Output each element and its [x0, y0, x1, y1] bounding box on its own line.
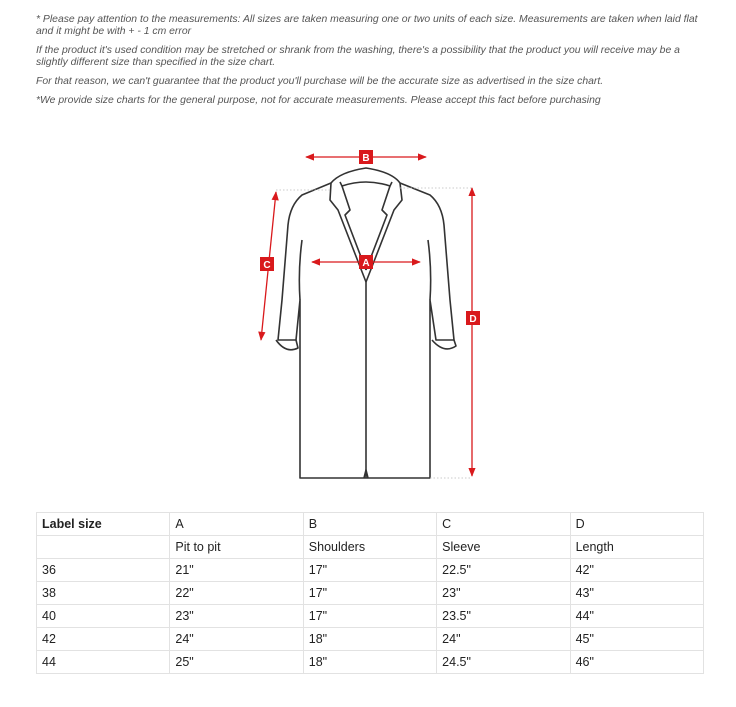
subheader-cell [37, 536, 170, 559]
label-a: A [362, 258, 370, 269]
subheader-length: Length [570, 536, 703, 559]
header-a: A [170, 513, 303, 536]
cell-label-size: 42 [37, 628, 170, 651]
cell-d: 44" [570, 605, 703, 628]
table-row [37, 559, 704, 582]
cell-a: 23" [170, 605, 303, 628]
cell-label-size: 36 [37, 559, 170, 582]
header-b: B [303, 513, 436, 536]
table-subheader-row [37, 536, 704, 559]
cell-c: 23" [437, 582, 570, 605]
cell-c: 22.5" [437, 559, 570, 582]
note-general-purpose: *We provide size charts for the general purpose, not for accurate measurements. Please accept this fact before purchasing [36, 95, 601, 106]
coat-outline-icon [276, 168, 456, 478]
header-c: C [437, 513, 570, 536]
subheader-pit-to-pit: Pit to pit [170, 536, 303, 559]
header-label-size: Label size [37, 513, 170, 536]
cell-d: 43" [570, 582, 703, 605]
cell-b: 18" [303, 651, 436, 674]
cell-a: 21" [170, 559, 303, 582]
label-d: D [469, 314, 477, 325]
note-no-guarantee: For that reason, we can't guarantee that the product you'll purchase will be the accurate size as advertised in the size chart. [36, 76, 604, 87]
table-row [37, 605, 704, 628]
label-c: C [263, 260, 271, 271]
label-b: B [362, 153, 370, 164]
cell-label-size: 44 [37, 651, 170, 674]
cell-label-size: 40 [37, 605, 170, 628]
cell-label-size: 38 [37, 582, 170, 605]
table-header-row [37, 513, 704, 536]
cell-c: 23.5" [437, 605, 570, 628]
cell-b: 17" [303, 605, 436, 628]
cell-a: 22" [170, 582, 303, 605]
subheader-sleeve: Sleeve [437, 536, 570, 559]
subheader-shoulders: Shoulders [303, 536, 436, 559]
cell-d: 45" [570, 628, 703, 651]
cell-a: 25" [170, 651, 303, 674]
size-chart-table [36, 512, 704, 674]
note-measurement-error: * Please pay attention to the measurements: All sizes are taken measuring one or two units of each size. Measurements are taken when laid flat and it might be with + - 1 cm error [36, 14, 698, 37]
cell-b: 17" [303, 582, 436, 605]
header-d: D [570, 513, 703, 536]
cell-d: 42" [570, 559, 703, 582]
cell-c: 24.5" [437, 651, 570, 674]
cell-a: 24" [170, 628, 303, 651]
table-row [37, 582, 704, 605]
note-used-condition: If the product it's used condition may be stretched or shrank from the washing, there's a possibility that the product you will receive may be a slightly different size than specified in the size chart. [36, 45, 680, 68]
table-row [37, 651, 704, 674]
cell-d: 46" [570, 651, 703, 674]
cell-b: 18" [303, 628, 436, 651]
table-row [37, 628, 704, 651]
cell-c: 24" [437, 628, 570, 651]
cell-b: 17" [303, 559, 436, 582]
